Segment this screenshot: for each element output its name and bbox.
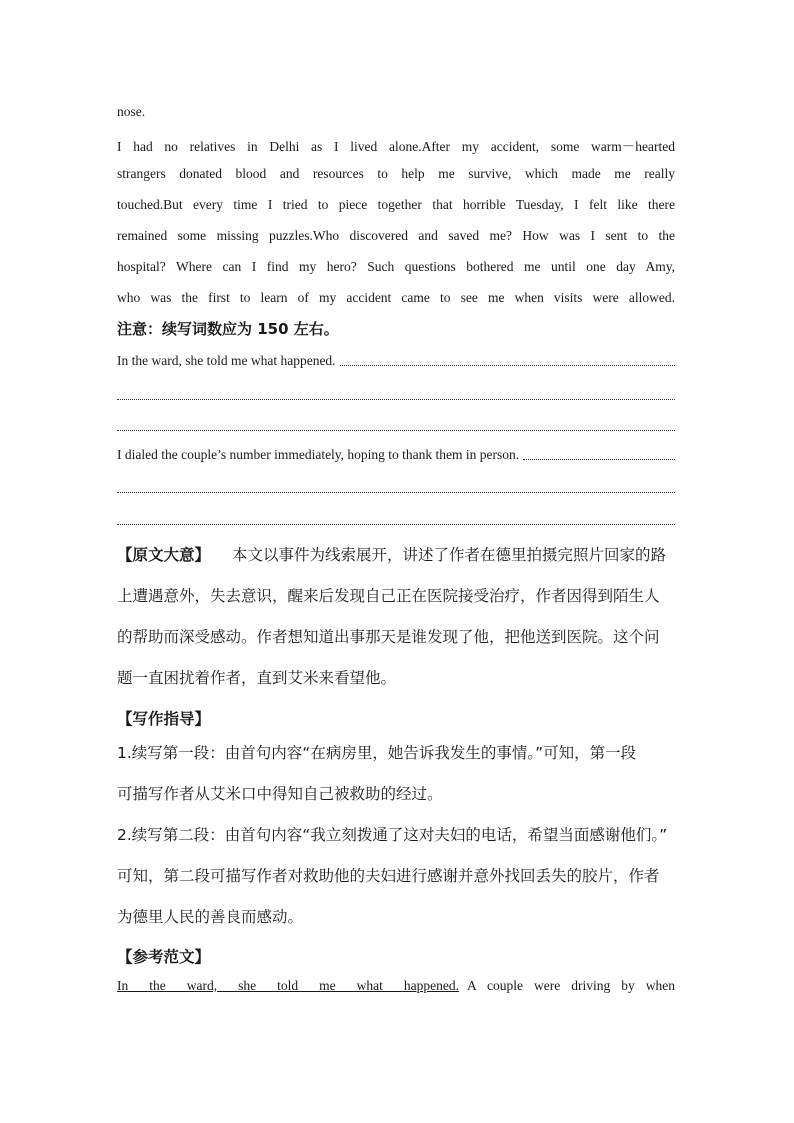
story-line: remained some missing puzzles.Who discovered and saved me? How was I sent to the <box>117 228 675 243</box>
summary-line: 上遭遇意外，失去意识，醒来后发现自己正在医院接受治疗，作者因得到陌生人 <box>117 587 660 605</box>
writing-line[interactable] <box>117 399 675 400</box>
word-count-note: 注意：续写词数应为 150 左右。 <box>117 320 339 338</box>
story-line: I had no relatives in Delhi as I lived alone.After my accident, some warm－hearted <box>117 139 675 154</box>
sample-heading: 【参考范文】 <box>117 948 211 966</box>
paragraph-prompt-1: In the ward, she told me what happened. <box>117 353 336 368</box>
guide-heading: 【写作指导】 <box>117 710 211 728</box>
summary-text: 本文以事件为线索展开，讲述了作者在德里拍摄完照片回家的路 <box>232 546 667 564</box>
story-line: who was the first to learn of my accident came to see me when visits were allowed. <box>117 290 675 305</box>
summary-line: 的帮助而深受感动。作者想知道出事那天是谁发现了他，把他送到医院。这个问 <box>117 628 660 646</box>
summary-heading: 【原文大意】 <box>117 546 211 564</box>
sample-underlined-sentence: In the ward, she told me what happened. <box>117 978 459 993</box>
story-line: strangers donated blood and resources to help me survive, which made me really <box>117 166 675 181</box>
guide-line: 可知，第二段可描写作者对救助他的夫妇进行感谢并意外找回丢失的胶片，作者 <box>117 867 660 885</box>
story-line: hospital? Where can I find my hero? Such questions bothered me until one day Amy, <box>117 259 675 274</box>
summary-line-1 <box>117 543 666 565</box>
guide-line: 为德里人民的善良而感动。 <box>117 908 304 926</box>
guide-line: 2.续写第二段：由首句内容“我立刻拨通了这对夫妇的电话，希望当面感谢他们。” <box>117 826 668 844</box>
prompt-line-2 <box>117 447 675 463</box>
story-line: touched.But every time I tried to piece together that horrible Tuesday, I felt like there <box>117 197 675 212</box>
sample-first-line <box>117 978 675 994</box>
story-line: nose. <box>117 104 146 119</box>
sample-continuation: A couple were driving by when <box>467 978 675 993</box>
prompt-line-1 <box>117 353 675 369</box>
writing-line[interactable] <box>117 492 675 493</box>
summary-line: 题一直困扰着作者，直到艾米来看望他。 <box>117 669 397 687</box>
writing-blank[interactable] <box>523 459 675 460</box>
guide-line: 可描写作者从艾米口中得知自己被救助的经过。 <box>117 785 443 803</box>
writing-blank[interactable] <box>340 365 675 366</box>
guide-line: 1.续写第一段：由首句内容“在病房里，她告诉我发生的事情。”可知，第一段 <box>117 744 637 762</box>
writing-line[interactable] <box>117 524 675 525</box>
writing-line[interactable] <box>117 430 675 431</box>
paragraph-prompt-2: I dialed the couple’s number immediately, hoping to thank them in person. <box>117 447 520 462</box>
